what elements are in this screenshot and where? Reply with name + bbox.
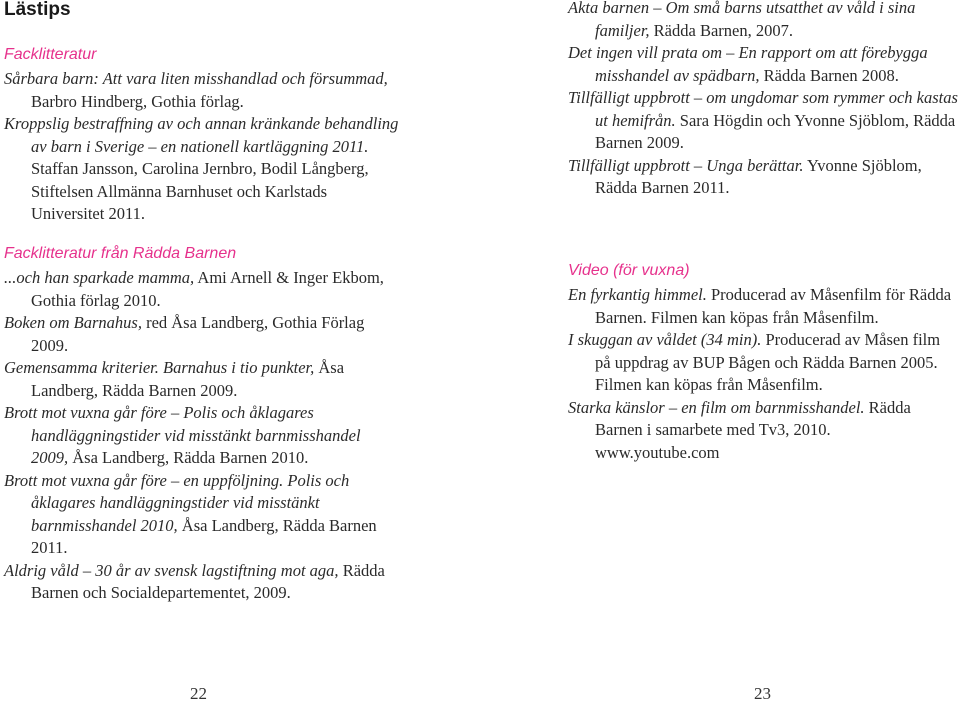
reference-entry: ...och han sparkade mamma, Ami Arnell & Inger Ekbom, Gothia förlag 2010. (4, 268, 384, 310)
reference-entry: Aldrig våld – 30 år av svensk lagstiftning mot aga, Rädda Barnen och Socialdepartementet, 2009. (4, 560, 385, 602)
video-entry: I skuggan av våldet (34 min). Producerad av Måsen film på uppdrag av BUP Bågen och Rädda Barnen 2005. Filmen kan köpas från Måsenfilm. (568, 330, 941, 394)
video-entry: Starka känslor – en film om barnmisshandel. Rädda Barnen i samarbete med Tv3, 2010. www.youtube.com (568, 397, 911, 462)
section-heading: Facklitteratur (4, 46, 97, 63)
section-heading: Facklitteratur från Rädda Barnen (4, 245, 237, 262)
section-heading: Video (för vuxna) (568, 262, 690, 279)
page-number: 22 (190, 684, 207, 703)
reference-entry: Brott mot vuxna går före – en uppföljning. Polis och åklagares handläggningstider vid misstänkt barnmisshandel 2010, Åsa Landberg, Rädda Barnen 2011. (4, 470, 377, 557)
reference-entry: Brott mot vuxna går före – Polis och åklagares handläggningstider vid misstänkt barnmisshandel 2009, Åsa Landberg, Rädda Barnen 2010. (4, 403, 361, 467)
reference-entry: Det ingen vill prata om – En rapport om att förebygga misshandel av spädbarn, Rädda Barnen 2008. (568, 43, 928, 85)
reference-entry: Kroppslig bestraffning av och annan kränkande behandling av barn i Sverige – en nationell kartläggning 2011. Staffan Jansson, Carolina Jernbro, Bodil Långberg, Stiftelsen Allmänna Barnhuset och Karlstads Universitet 2011. (4, 114, 399, 223)
reference-entry: Akta barnen – Om små barns utsatthet av våld i sina familjer, Rädda Barnen, 2007. (568, 0, 916, 40)
right-page (480, 0, 960, 707)
page-title: Lästips (4, 0, 71, 20)
reference-entry: Tillfälligt uppbrott – om ungdomar som rymmer och kastas ut hemifrån. Sara Högdin och Yvonne Sjöblom, Rädda Barnen 2009. (568, 88, 958, 152)
video-section (568, 260, 958, 464)
reference-entry: Tillfälligt uppbrott – Unga berättar. Yvonne Sjöblom, Rädda Barnen 2011. (568, 155, 922, 197)
reports-section (568, 0, 958, 200)
video-entry: En fyrkantig himmel. Producerad av Måsenfilm för Rädda Barnen. Filmen kan köpas från Måsenfilm. (568, 285, 952, 327)
facklitteratur-rb-section (4, 243, 399, 605)
reference-entry: Boken om Barnahus, red Åsa Landberg, Gothia Förlag 2009. (4, 313, 365, 355)
reference-entry: Sårbara barn: Att vara liten misshandlad och försummad, Barbro Hindberg, Gothia förlag. (4, 69, 388, 111)
reference-entry: Gemensamma kriterier. Barnahus i tio punkter, Åsa Landberg, Rädda Barnen 2009. (4, 358, 345, 400)
page-number: 23 (754, 684, 771, 703)
facklitteratur-section (4, 44, 399, 226)
